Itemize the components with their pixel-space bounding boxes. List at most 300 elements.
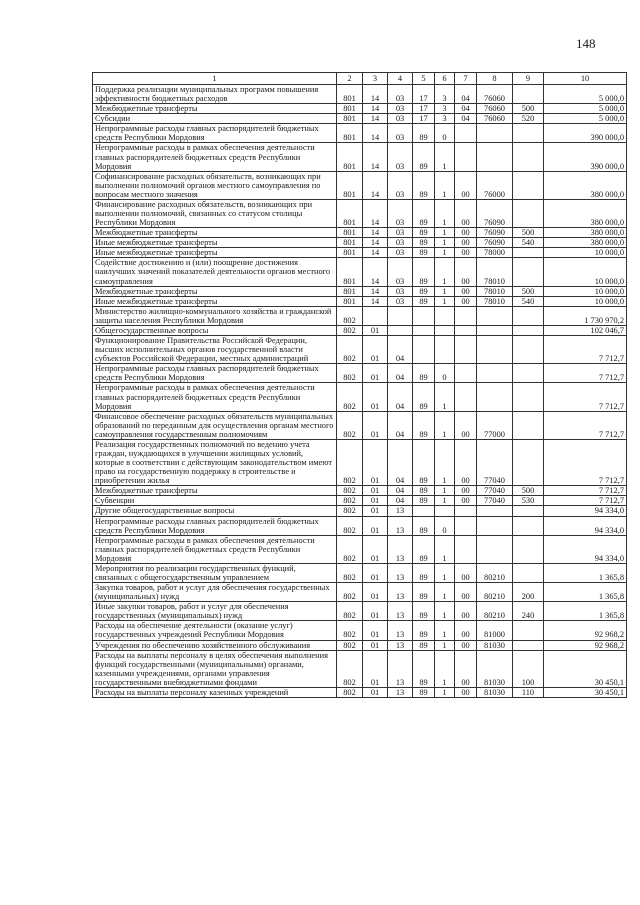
row-code-2: 802 [337, 486, 363, 496]
row-code-6: 0 [435, 124, 455, 143]
row-code-5: 89 [413, 640, 435, 650]
row-code-6: 1 [435, 621, 455, 640]
row-code-5 [413, 506, 435, 516]
row-description: Общегосударственные вопросы [93, 325, 337, 335]
row-code-5: 89 [413, 583, 435, 602]
row-amount: 5 000,0 [544, 85, 627, 104]
row-amount: 390 000,0 [544, 124, 627, 143]
row-code-7 [455, 383, 477, 411]
row-code-5: 89 [413, 516, 435, 535]
row-description: Иные межбюджетные трансферты [93, 296, 337, 306]
table-row [93, 286, 627, 296]
row-code-5: 89 [413, 199, 435, 227]
table-row [93, 114, 627, 124]
row-code-8: 80210 [477, 563, 513, 582]
row-code-8: 76090 [477, 228, 513, 238]
row-code-4: 13 [388, 516, 413, 535]
row-code-6: 1 [435, 258, 455, 286]
row-description: Субвенции [93, 496, 337, 506]
column-header-6: 6 [435, 73, 455, 85]
row-code-7: 00 [455, 621, 477, 640]
row-code-6: 1 [435, 602, 455, 621]
row-code-9: 110 [513, 687, 544, 697]
row-code-9 [513, 621, 544, 640]
row-code-6: 1 [435, 650, 455, 687]
row-code-7 [455, 506, 477, 516]
row-description: Непрограммные расходы главных распорядителей бюджетных средств Республики Мордовия [93, 124, 337, 143]
row-code-2: 802 [337, 687, 363, 697]
table-row [93, 583, 627, 602]
row-code-4: 13 [388, 650, 413, 687]
row-amount: 390 000,0 [544, 143, 627, 171]
row-amount: 94 334,0 [544, 516, 627, 535]
row-description: Учреждения по обеспечению хозяйственного обслуживания [93, 640, 337, 650]
row-code-5: 89 [413, 687, 435, 697]
row-code-7 [455, 364, 477, 383]
row-amount: 7 712,7 [544, 439, 627, 485]
table-row [93, 563, 627, 582]
row-code-3: 14 [363, 124, 388, 143]
row-code-5: 17 [413, 104, 435, 114]
row-amount: 7 712,7 [544, 383, 627, 411]
row-code-3: 14 [363, 104, 388, 114]
row-code-9 [513, 336, 544, 364]
row-code-3 [363, 306, 388, 325]
row-amount: 30 450,1 [544, 687, 627, 697]
row-code-7: 00 [455, 640, 477, 650]
table-row [93, 228, 627, 238]
row-code-9 [513, 171, 544, 199]
row-code-8: 80210 [477, 602, 513, 621]
row-code-5: 89 [413, 143, 435, 171]
row-code-7: 00 [455, 228, 477, 238]
row-code-6: 1 [435, 286, 455, 296]
row-code-8: 78000 [477, 248, 513, 258]
row-description: Межбюджетные трансферты [93, 486, 337, 496]
row-code-8: 78010 [477, 296, 513, 306]
row-code-6: 1 [435, 411, 455, 439]
row-code-9: 520 [513, 114, 544, 124]
row-code-7: 00 [455, 248, 477, 258]
row-code-9: 500 [513, 104, 544, 114]
row-amount: 94 334,0 [544, 506, 627, 516]
table-row [93, 336, 627, 364]
row-code-8: 81030 [477, 650, 513, 687]
row-code-2: 802 [337, 602, 363, 621]
row-code-3: 01 [363, 325, 388, 335]
row-description: Расходы на выплаты персоналу в целях обеспечения выполнения функций государственными (муниципальными) органами, казенными учреждениями, органами управления государственными внебюджетными фондами [93, 650, 337, 687]
row-code-6: 3 [435, 104, 455, 114]
row-code-5: 89 [413, 383, 435, 411]
row-code-7: 00 [455, 496, 477, 506]
row-code-2: 801 [337, 248, 363, 258]
row-code-8: 76090 [477, 199, 513, 227]
row-amount: 1 365,8 [544, 602, 627, 621]
row-code-7 [455, 336, 477, 364]
row-code-3: 14 [363, 296, 388, 306]
row-code-5: 89 [413, 238, 435, 248]
row-amount: 7 712,7 [544, 411, 627, 439]
budget-table [92, 72, 627, 698]
row-code-9 [513, 143, 544, 171]
row-amount: 380 000,0 [544, 199, 627, 227]
table-row [93, 143, 627, 171]
row-code-7: 00 [455, 296, 477, 306]
row-code-6: 3 [435, 114, 455, 124]
table-row [93, 439, 627, 485]
row-code-8 [477, 383, 513, 411]
row-code-9 [513, 325, 544, 335]
row-code-3: 14 [363, 143, 388, 171]
row-description: Мероприятия по реализации государственных функций, связанных с общегосударственным управлением [93, 563, 337, 582]
row-code-3: 14 [363, 238, 388, 248]
row-code-3: 01 [363, 535, 388, 563]
row-code-9 [513, 516, 544, 535]
column-header-5: 5 [413, 73, 435, 85]
row-description: Межбюджетные трансферты [93, 286, 337, 296]
row-code-5: 89 [413, 602, 435, 621]
table-row [93, 364, 627, 383]
row-amount: 92 968,2 [544, 640, 627, 650]
row-code-6: 3 [435, 85, 455, 104]
row-code-4: 03 [388, 104, 413, 114]
row-code-2: 801 [337, 286, 363, 296]
row-code-9 [513, 506, 544, 516]
row-code-4: 04 [388, 383, 413, 411]
row-amount: 7 712,7 [544, 496, 627, 506]
table-row [93, 621, 627, 640]
column-header-1: 1 [93, 73, 337, 85]
row-code-4: 13 [388, 535, 413, 563]
row-code-8 [477, 325, 513, 335]
row-code-2: 802 [337, 516, 363, 535]
row-description: Министерство жилищно-коммунального хозяйства и гражданской защиты населения Республики Мордовия [93, 306, 337, 325]
row-code-6: 0 [435, 516, 455, 535]
row-code-7 [455, 143, 477, 171]
table-body [93, 85, 627, 698]
table-row [93, 238, 627, 248]
row-code-4: 04 [388, 486, 413, 496]
table-row [93, 506, 627, 516]
row-code-2: 802 [337, 411, 363, 439]
row-code-5: 89 [413, 486, 435, 496]
row-code-5: 89 [413, 650, 435, 687]
table-header-row [93, 73, 627, 85]
row-code-5 [413, 336, 435, 364]
row-code-9 [513, 563, 544, 582]
row-code-2: 802 [337, 650, 363, 687]
row-code-2: 802 [337, 640, 363, 650]
row-code-4: 13 [388, 563, 413, 582]
row-code-5: 17 [413, 85, 435, 104]
row-code-3: 01 [363, 411, 388, 439]
row-description: Иные закупки товаров, работ и услуг для обеспечения государственных (муниципальных) нужд [93, 602, 337, 621]
table-row [93, 496, 627, 506]
row-code-6: 1 [435, 640, 455, 650]
row-description: Иные межбюджетные трансферты [93, 238, 337, 248]
row-amount: 92 968,2 [544, 621, 627, 640]
row-code-2: 802 [337, 496, 363, 506]
row-code-5: 89 [413, 364, 435, 383]
row-amount: 380 000,0 [544, 238, 627, 248]
row-code-2: 801 [337, 124, 363, 143]
row-code-3: 14 [363, 228, 388, 238]
row-code-2: 802 [337, 336, 363, 364]
row-code-4: 03 [388, 124, 413, 143]
row-code-3: 01 [363, 364, 388, 383]
table-row [93, 383, 627, 411]
row-amount: 7 712,7 [544, 336, 627, 364]
table-row [93, 411, 627, 439]
row-code-7 [455, 516, 477, 535]
row-code-9 [513, 535, 544, 563]
row-code-7: 00 [455, 258, 477, 286]
table-row [93, 602, 627, 621]
row-code-6: 1 [435, 563, 455, 582]
row-code-5: 89 [413, 563, 435, 582]
row-code-7: 00 [455, 199, 477, 227]
row-code-7: 00 [455, 439, 477, 485]
row-amount: 94 334,0 [544, 535, 627, 563]
row-description: Финансовое обеспечение расходных обязательств муниципальных образований по переданным для осуществления органам местного самоуправления государственным полномочиям [93, 411, 337, 439]
row-amount: 1 365,8 [544, 563, 627, 582]
row-code-8: 76060 [477, 104, 513, 114]
row-code-2: 801 [337, 85, 363, 104]
row-code-7 [455, 306, 477, 325]
row-code-6: 1 [435, 143, 455, 171]
row-code-3: 14 [363, 171, 388, 199]
table-row [93, 199, 627, 227]
row-code-9 [513, 306, 544, 325]
column-header-7: 7 [455, 73, 477, 85]
row-code-4 [388, 306, 413, 325]
row-code-4: 03 [388, 114, 413, 124]
row-amount: 7 712,7 [544, 486, 627, 496]
table-row [93, 248, 627, 258]
row-description: Иные межбюджетные трансферты [93, 248, 337, 258]
row-code-4: 03 [388, 171, 413, 199]
row-code-9 [513, 258, 544, 286]
row-code-7: 00 [455, 687, 477, 697]
row-code-3: 01 [363, 650, 388, 687]
row-code-7: 00 [455, 650, 477, 687]
row-code-2: 801 [337, 258, 363, 286]
row-code-9 [513, 248, 544, 258]
row-code-2: 802 [337, 563, 363, 582]
row-description: Расходы на обеспечение деятельности (оказание услуг) государственных учреждений Республики Мордовия [93, 621, 337, 640]
row-code-6: 0 [435, 364, 455, 383]
table-row [93, 486, 627, 496]
row-code-6 [435, 336, 455, 364]
row-code-8 [477, 124, 513, 143]
row-code-9: 500 [513, 228, 544, 238]
row-code-3: 01 [363, 336, 388, 364]
row-code-4: 13 [388, 506, 413, 516]
row-code-6: 1 [435, 383, 455, 411]
row-code-9: 530 [513, 496, 544, 506]
row-code-5: 89 [413, 124, 435, 143]
column-header-4: 4 [388, 73, 413, 85]
row-code-7: 00 [455, 171, 477, 199]
row-amount: 7 712,7 [544, 364, 627, 383]
row-amount: 102 046,7 [544, 325, 627, 335]
row-code-4: 13 [388, 583, 413, 602]
row-amount: 380 000,0 [544, 171, 627, 199]
row-description: Расходы на выплаты персоналу казенных учреждений [93, 687, 337, 697]
row-code-6: 1 [435, 228, 455, 238]
row-description: Реализация государственных полномочий по ведению учета граждан, нуждающихся в улучшении жилищных условий, которые в соответствии с действующим законодательством имеют право на государственную поддержку в строительстве и приобретении жилья [93, 439, 337, 485]
column-header-2: 2 [337, 73, 363, 85]
row-code-4: 04 [388, 364, 413, 383]
row-code-6: 1 [435, 486, 455, 496]
table-row [93, 516, 627, 535]
row-code-5: 89 [413, 248, 435, 258]
row-code-5 [413, 306, 435, 325]
row-code-2: 802 [337, 439, 363, 485]
row-code-7: 00 [455, 238, 477, 248]
row-code-7: 00 [455, 563, 477, 582]
row-code-2: 801 [337, 199, 363, 227]
row-code-3: 01 [363, 506, 388, 516]
row-code-9: 100 [513, 650, 544, 687]
row-code-7: 04 [455, 104, 477, 114]
row-code-3: 14 [363, 114, 388, 124]
row-code-3: 01 [363, 496, 388, 506]
row-code-5: 89 [413, 228, 435, 238]
row-description: Субсидии [93, 114, 337, 124]
row-code-8 [477, 143, 513, 171]
row-code-6: 1 [435, 439, 455, 485]
row-code-5: 89 [413, 171, 435, 199]
row-code-3: 01 [363, 621, 388, 640]
table-row [93, 258, 627, 286]
row-code-9: 240 [513, 602, 544, 621]
row-code-4: 13 [388, 602, 413, 621]
row-code-6 [435, 325, 455, 335]
row-code-3: 14 [363, 85, 388, 104]
row-code-6: 1 [435, 535, 455, 563]
row-code-3: 01 [363, 640, 388, 650]
row-description: Непрограммные расходы в рамках обеспечения деятельности главных распорядителей бюджетных средств Республики Мордовия [93, 383, 337, 411]
row-code-6: 1 [435, 296, 455, 306]
row-description: Закупка товаров, работ и услуг для обеспечения государственных (муниципальных) нужд [93, 583, 337, 602]
row-code-4: 03 [388, 258, 413, 286]
row-code-2: 802 [337, 364, 363, 383]
row-description: Другие общегосударственные вопросы [93, 506, 337, 516]
row-code-5: 89 [413, 621, 435, 640]
table-row [93, 535, 627, 563]
row-amount: 10 000,0 [544, 258, 627, 286]
page-number: 148 [576, 36, 596, 51]
row-amount: 380 000,0 [544, 228, 627, 238]
row-code-7: 00 [455, 583, 477, 602]
row-code-8 [477, 535, 513, 563]
row-code-2: 801 [337, 104, 363, 114]
row-code-7: 00 [455, 602, 477, 621]
row-code-4: 04 [388, 496, 413, 506]
row-code-8 [477, 364, 513, 383]
row-code-7: 04 [455, 85, 477, 104]
row-code-5: 89 [413, 439, 435, 485]
row-code-8: 76090 [477, 238, 513, 248]
row-code-9: 540 [513, 296, 544, 306]
row-code-3: 01 [363, 439, 388, 485]
row-code-2: 801 [337, 238, 363, 248]
row-code-4: 03 [388, 228, 413, 238]
column-header-3: 3 [363, 73, 388, 85]
row-code-4: 03 [388, 143, 413, 171]
table-row [93, 306, 627, 325]
row-code-3: 01 [363, 687, 388, 697]
row-code-8 [477, 306, 513, 325]
row-code-7: 00 [455, 411, 477, 439]
row-code-6: 1 [435, 238, 455, 248]
row-code-8: 80210 [477, 583, 513, 602]
row-code-4: 03 [388, 286, 413, 296]
table-row [93, 325, 627, 335]
row-code-2: 802 [337, 306, 363, 325]
row-code-3: 01 [363, 383, 388, 411]
column-header-8: 8 [477, 73, 513, 85]
row-code-2: 802 [337, 325, 363, 335]
row-code-7 [455, 325, 477, 335]
row-description: Межбюджетные трансферты [93, 228, 337, 238]
row-code-6 [435, 506, 455, 516]
row-amount: 30 450,1 [544, 650, 627, 687]
row-description: Функционирование Правительства Российской Федерации, высших исполнительных органов государственной власти субъектов Российской Федерации, местных администраций [93, 336, 337, 364]
row-code-7 [455, 124, 477, 143]
row-code-2: 801 [337, 228, 363, 238]
row-code-7: 00 [455, 486, 477, 496]
table-row [93, 85, 627, 104]
row-amount: 5 000,0 [544, 104, 627, 114]
row-code-7: 00 [455, 286, 477, 296]
row-code-2: 801 [337, 296, 363, 306]
row-code-8 [477, 336, 513, 364]
row-code-9: 200 [513, 583, 544, 602]
row-code-2: 802 [337, 583, 363, 602]
row-code-6: 1 [435, 248, 455, 258]
row-amount: 10 000,0 [544, 248, 627, 258]
row-code-7 [455, 535, 477, 563]
row-code-3: 14 [363, 248, 388, 258]
column-header-9: 9 [513, 73, 544, 85]
table-row [93, 124, 627, 143]
row-code-4: 13 [388, 621, 413, 640]
row-code-8: 77000 [477, 411, 513, 439]
row-code-9 [513, 85, 544, 104]
row-description: Поддержка реализации муниципальных программ повышения эффективности бюджетных расходов [93, 85, 337, 104]
row-code-8: 76060 [477, 114, 513, 124]
row-code-4: 13 [388, 640, 413, 650]
row-code-6 [435, 306, 455, 325]
row-code-6: 1 [435, 171, 455, 199]
table-row [93, 640, 627, 650]
row-code-9 [513, 124, 544, 143]
row-description: Межбюджетные трансферты [93, 104, 337, 114]
row-amount: 5 000,0 [544, 114, 627, 124]
row-code-2: 802 [337, 506, 363, 516]
row-description: Софинансирование расходных обязательств, возникающих при выполнении полномочий органов местного самоуправления по вопросам местного значения [93, 171, 337, 199]
row-code-3: 14 [363, 286, 388, 296]
row-code-2: 802 [337, 535, 363, 563]
row-code-4: 04 [388, 336, 413, 364]
row-code-2: 802 [337, 383, 363, 411]
row-code-9 [513, 364, 544, 383]
row-code-2: 802 [337, 621, 363, 640]
row-code-2: 801 [337, 114, 363, 124]
row-code-3: 01 [363, 583, 388, 602]
